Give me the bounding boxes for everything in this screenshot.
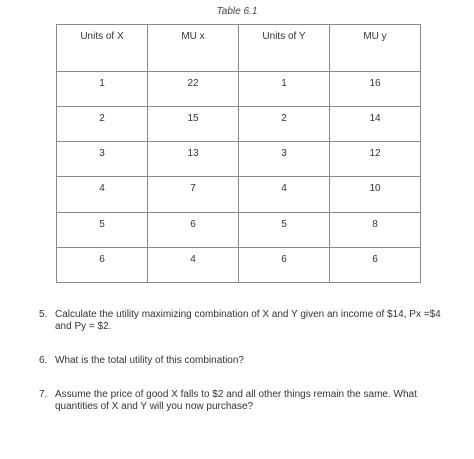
cell-mu-x: 6 [148, 212, 239, 247]
header-units-of-y: Units of Y [239, 25, 330, 72]
question-text: What is the total utility of this combination? [55, 355, 244, 366]
table-row [57, 177, 421, 212]
cell-mu-x: 4 [148, 247, 239, 282]
cell-mu-x: 13 [148, 142, 239, 177]
cell-mu-y: 16 [330, 72, 421, 107]
cell-units-of-x: 1 [57, 72, 148, 107]
table-header-row [57, 25, 421, 72]
cell-mu-y: 10 [330, 177, 421, 212]
question-number: 5. [39, 309, 48, 320]
question-item [26, 355, 456, 367]
header-mu-y: MU y [330, 25, 421, 72]
header-units-of-x: Units of X [57, 25, 148, 72]
question-number: 6. [39, 355, 48, 366]
cell-units-of-y: 1 [239, 72, 330, 107]
utility-table [56, 24, 421, 283]
cell-units-of-x: 5 [57, 212, 148, 247]
cell-mu-y: 14 [330, 107, 421, 142]
question-item [26, 309, 456, 333]
cell-mu-y: 8 [330, 212, 421, 247]
cell-mu-x: 15 [148, 107, 239, 142]
cell-units-of-y: 5 [239, 212, 330, 247]
table-row [57, 142, 421, 177]
cell-units-of-y: 6 [239, 247, 330, 282]
cell-units-of-y: 3 [239, 142, 330, 177]
table-row [57, 72, 421, 107]
question-text: Calculate the utility maximizing combination of X and Y given an income of $14, Px =$4 and Py = $2. [55, 309, 441, 332]
cell-mu-x: 22 [148, 72, 239, 107]
question-list [26, 309, 456, 435]
cell-mu-y: 12 [330, 142, 421, 177]
cell-units-of-y: 2 [239, 107, 330, 142]
table-row [57, 247, 421, 282]
header-mu-x: MU x [148, 25, 239, 72]
cell-units-of-x: 4 [57, 177, 148, 212]
question-item [26, 389, 456, 413]
cell-units-of-x: 2 [57, 107, 148, 142]
table-caption: Table 6.1 [216, 6, 258, 17]
question-text: Assume the price of good X falls to $2 and all other things remain the same. What quantities of X and Y will you now purchase? [55, 389, 417, 412]
cell-mu-x: 7 [148, 177, 239, 212]
cell-units-of-x: 6 [57, 247, 148, 282]
cell-units-of-y: 4 [239, 177, 330, 212]
table-row [57, 212, 421, 247]
table-row [57, 107, 421, 142]
cell-units-of-x: 3 [57, 142, 148, 177]
cell-mu-y: 6 [330, 247, 421, 282]
question-number: 7. [39, 389, 48, 400]
